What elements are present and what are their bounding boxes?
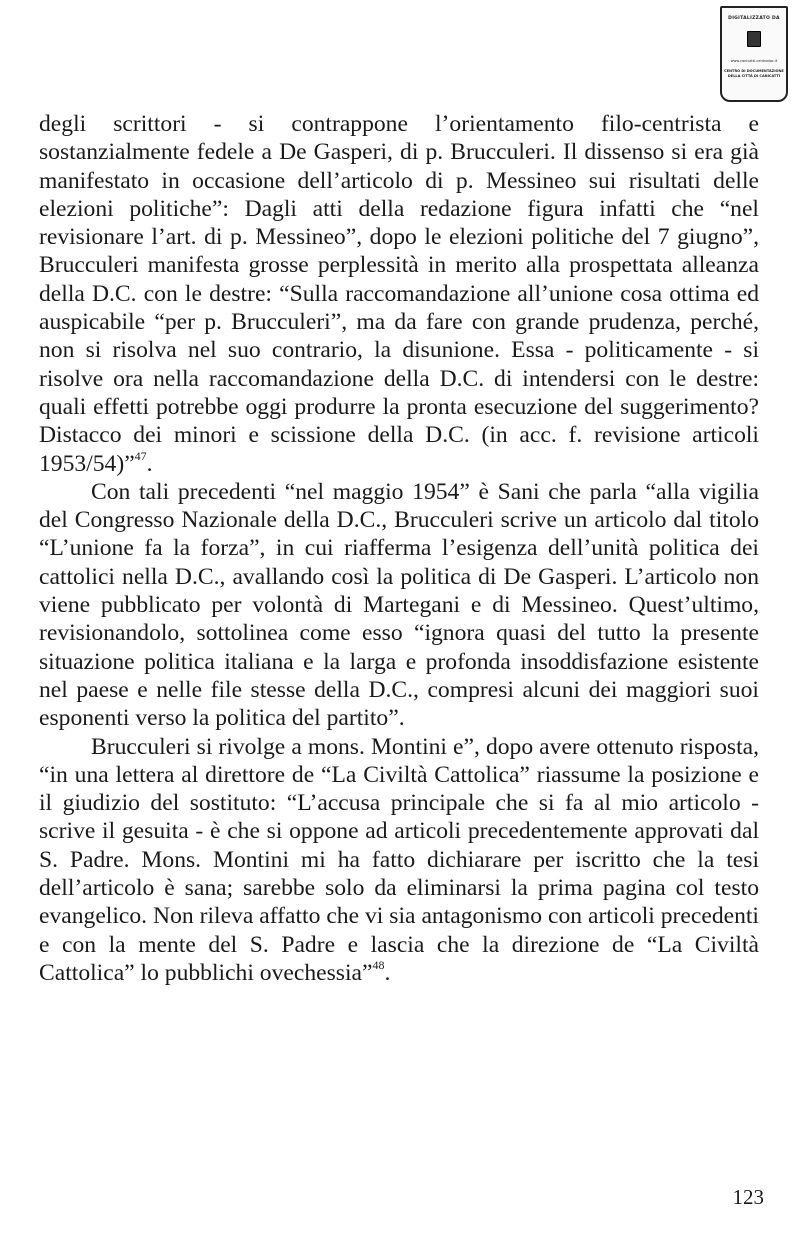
paragraph-text: degli scrittori - si contrappone l’orientamento filo-centrista e sostanzialmente fedele a De Gasperi, di p. Brucculeri. Il dissenso si era già manifestato in occasione dell’articolo di p. Messineo sui risultati delle elezioni politiche”: Dagli atti della redazione figura infatti che “nel revisionare l’art. di p. Messineo”, dopo le elezioni politiche del 7 giugno”, Brucculeri manifesta grosse perplessità in merito alla prospettata alleanza della D.C. con le destre: “Sulla raccomandazione all’unione cosa ottima ed auspicabile “per p. Brucculeri”, ma da fare con grande prudenza, perché, non si risolva nel suo contrario, la disunione. Essa - politicamente - si risolve ora nella raccomandazione della D.C. di intendersi con le destre: quali effetti potrebbe oggi produrre la pronta esecuzione del suggerimento? Distacco dei minori e scissione della D.C. (in acc. f. revisione articoli 1953/54)” [39, 111, 759, 477]
body-text [39, 110, 759, 987]
digitization-stamp [720, 6, 788, 102]
paragraph-tail: . [146, 450, 153, 477]
stamp-line-2: DELLA CITTÀ DI CANICATTÌ [727, 74, 781, 78]
footnote-ref-48: 48 [372, 958, 385, 973]
footnote-ref-47: 47 [134, 448, 147, 463]
stamp-url: www.canicatti-centrodoc.it [730, 59, 778, 63]
paragraph-tail: . [384, 959, 391, 986]
stamp-line-1: CENTRO DI DOCUMENTAZIONE [724, 69, 784, 73]
paragraph-text: Brucculeri si rivolge a mons. Montini e”, dopo avere ottenuto risposta, “in una lettera al direttore de “La Civiltà Cattolica” riassume la posizione e il giudizio del sostituto: “L’accusa principale che si fa al mio articolo - scrive il gesuita - è che si oppone ad articoli precedentemente approvati dal S. Padre. Mons. Montini mi ha fatto dichiarare per iscritto che la tesi dell’articolo è sana; sarebbe solo da eliminarsi la prima pagina col testo evangelico. Non rileva affatto che vi sia antagonismo con articoli precedenti e con la mente del S. Padre e lascia che la direzione de “La Civiltà Cattolica” lo pubblichi ovechessia” [39, 733, 759, 986]
coat-of-arms-icon [747, 31, 761, 47]
paragraph-text: Con tali precedenti “nel maggio 1954” è Sani che parla “alla vigilia del Congresso Nazionale della D.C., Brucculeri scrive un articolo dal titolo “L’unione fa la forza”, in cui riafferma l’esigenza dell’unità politica dei cattolici nella D.C., avallando così la politica di De Gasperi. L’articolo non viene pubblicato per volontà di Martegani e di Messineo. Quest’ultimo, revisionandolo, sottolinea come esso “ignora quasi del tutto la presente situazione politica italiana e la larga e profonda insoddisfazione esistente nel paese e nelle file stesse della D.C., compresi alcuni dei maggiori suoi esponenti verso la politica del partito”. [39, 478, 759, 732]
paragraph-1 [39, 110, 759, 478]
paragraph-3 [39, 733, 759, 988]
paragraph-2 [39, 478, 759, 733]
page-number: 123 [732, 1185, 764, 1209]
stamp-title: DIGITALIZZATO DA [728, 16, 780, 21]
